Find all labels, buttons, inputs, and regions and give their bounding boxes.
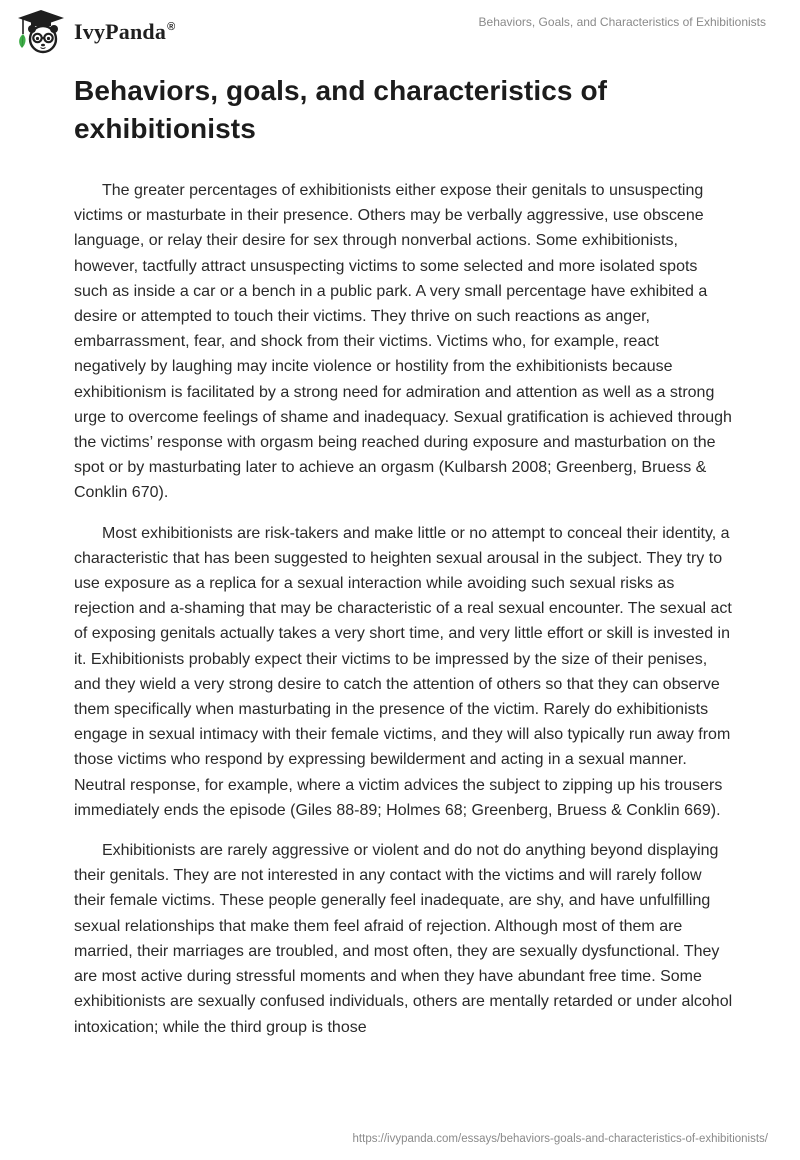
paragraph-1: The greater percentages of exhibitionists either expose their genitals to unsuspecting victims or masturbate in their presence. Others may be verbally aggressive, use obscene language, or relay their desire for sex through nonverbal actions. Some exhibitionists, however, tactfully attract unsuspecting victims to some selected and more isolated spots such as inside a car or a bench in a public park. A very small percentage have exhibited a desire or attempted to touch their victims. They thrive on such reactions as anger, embarrassment, fear, and shock from their victims. Victims who, for example, react negatively by laughing may incite violence or hostility from the exhibitionists because exhibitionism is facilitated by a strong need for admiration and attention as well as a strong urge to overcome feelings of shame and inadequacy. Sexual gratification is achieved through the victims’ response with orgasm being reached during exposure and masturbation on the spot or by masturbating later to achieve an orgasm (Kulbarsh 2008; Greenberg, Bruess & Conklin 670).	[74, 182, 732, 502]
page-title: Behaviors, goals, and characteristics of exhibitionists	[74, 75, 608, 144]
registered-mark: ®	[167, 21, 176, 33]
article-body	[74, 178, 734, 1040]
page-header	[0, 0, 800, 60]
footer-source-url[interactable]: https://ivypanda.com/essays/behaviors-goals-and-characteristics-of-exhibitionists/	[352, 1133, 768, 1145]
panda-graduate-icon	[14, 8, 68, 54]
header-document-title: Behaviors, Goals, and Characteristics of Exhibitionists	[478, 15, 766, 29]
paragraph-3: Exhibitionists are rarely aggressive or violent and do not do anything beyond displaying their genitals. They are not interested in any contact with the victims and will rarely follow their female victims. These people generally feel inadequate, are shy, and have unfulfilling sexual relationships that make them feel afraid of rejection. Although most of them are married, their marriages are troubled, and most often, they are sexually dysfunctional. They are most active during stressful moments and when they have abundant free time. Some exhibitionists are sexually confused individuals, others are mentally retarded or under alcohol intoxication; while the third group is those	[74, 842, 733, 1036]
ivypanda-logo[interactable]	[14, 8, 175, 54]
article	[74, 72, 734, 1055]
brand-name: IvyPanda®	[74, 19, 176, 44]
paragraph-2: Most exhibitionists are risk-takers and make little or no attempt to conceal their identity, a characteristic that has been suggested to heighten sexual arousal in the subject. They try to use exposure as a replica for a sexual interaction while avoiding such sexual risks as rejection and a-shaming that may be characteristic of a real sexual encounter. The sexual act of exposing genitals actually takes a very short time, and very little effort or skill is invested in it. Exhibitionists probably expect their victims to be impressed by the size of their penises, and they wield a very strong desire to catch the attention of others so that they can observe them specifically when masturbating in the presence of the victim. Rarely do exhibitionists engage in sexual intimacy with their female victims, and they will also typically run away from those victims who respond by expressing bewilderment and acting in a sexual manner. Neutral response, for example, where a victim advices the subject to zipping up his trousers immediately ends the episode (Giles 88-89; Holmes 68; Greenberg, Bruess & Conklin 669).	[74, 524, 732, 819]
